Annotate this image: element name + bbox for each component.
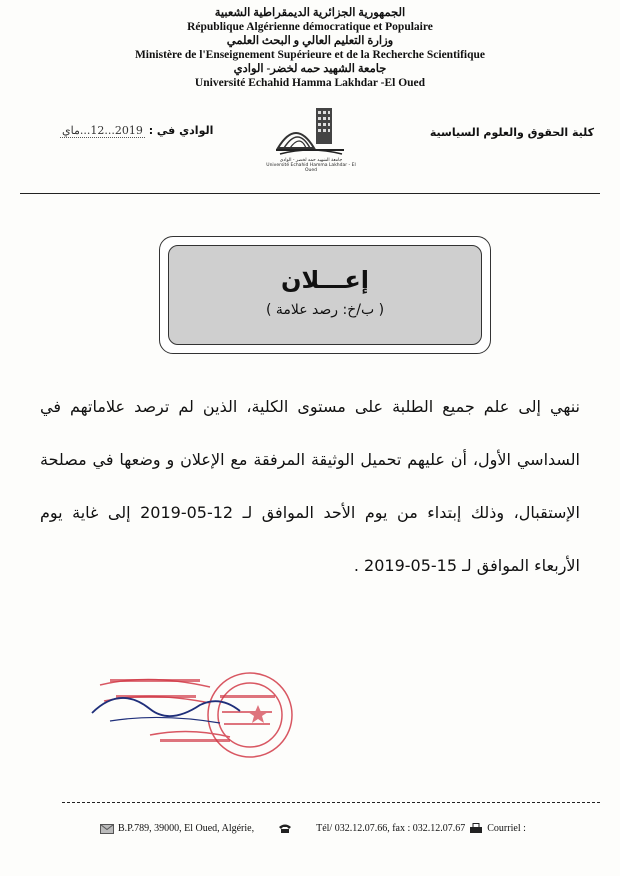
- date-line: [60, 124, 213, 137]
- header-divider: [20, 193, 600, 194]
- date-value: 2019...12...ماي: [62, 124, 143, 137]
- logo-caption-ar: جامعة الشهيد حمه لخضر - الوادي: [279, 158, 343, 163]
- university-name-fr: Université Echahid Hamma Lakhdar -El Oued: [194, 77, 426, 89]
- republic-name-ar: الجمهورية الجزائرية الديمقراطية الشعبية: [214, 7, 406, 19]
- phone-icon: [278, 823, 292, 834]
- announcement-inner-box: [168, 245, 482, 345]
- ministry-name-ar: وزارة التعليم العالي و البحث العلمي: [226, 35, 394, 47]
- envelope-icon: [100, 824, 114, 834]
- footer-address: B.P.789, 39000, El Oued, Algérie,: [118, 823, 255, 834]
- logo-caption-fr: Université Echahid Hamma Lakhdar - El Oued: [266, 163, 356, 173]
- date-label: الوادي في :: [148, 124, 214, 137]
- letterhead: [0, 6, 620, 90]
- ministry-name-fr: Ministère de l'Enseignement Supérieure et de la Recherche Scientifique: [134, 49, 486, 61]
- footer-contact: [96, 823, 526, 834]
- footer-divider: [62, 802, 600, 803]
- footer-phone-fax: Tél/ 032.12.07.66, fax : 032.12.07.67: [316, 823, 466, 834]
- official-stamp-icon: [90, 665, 305, 775]
- university-logo-icon: [272, 104, 348, 166]
- announcement-box: [159, 236, 491, 354]
- republic-name-fr: République Algérienne démocratique et Populaire: [187, 21, 433, 33]
- announcement-subtitle: ( ب/خ: رصد علامة ): [265, 302, 385, 318]
- logo-caption: [266, 158, 356, 173]
- announcement-title: إعـــلان: [281, 266, 369, 294]
- announcement-body: ننهي إلى علم جميع الطلبة على مستوى الكلية، الذين لم ترصد علاماتهم في السداسي الأول، أن عليهم تحميل الوثيقة المرفقة مع الإعلان و وضعها في مصلحة الإستقبال، وذلك إبتداء من يوم الأحد الموافق لـ 12-05-2019 إلى غاية يوم الأربعاء الموافق لـ 15-05-2019 .: [40, 397, 581, 575]
- fax-icon: [469, 823, 483, 834]
- faculty-name: كلية الحقوق والعلوم السياسية: [429, 126, 594, 139]
- footer-email: Courriel :: [487, 823, 526, 834]
- university-name-ar: جامعة الشهيد حمه لخضر- الوادي: [233, 63, 387, 75]
